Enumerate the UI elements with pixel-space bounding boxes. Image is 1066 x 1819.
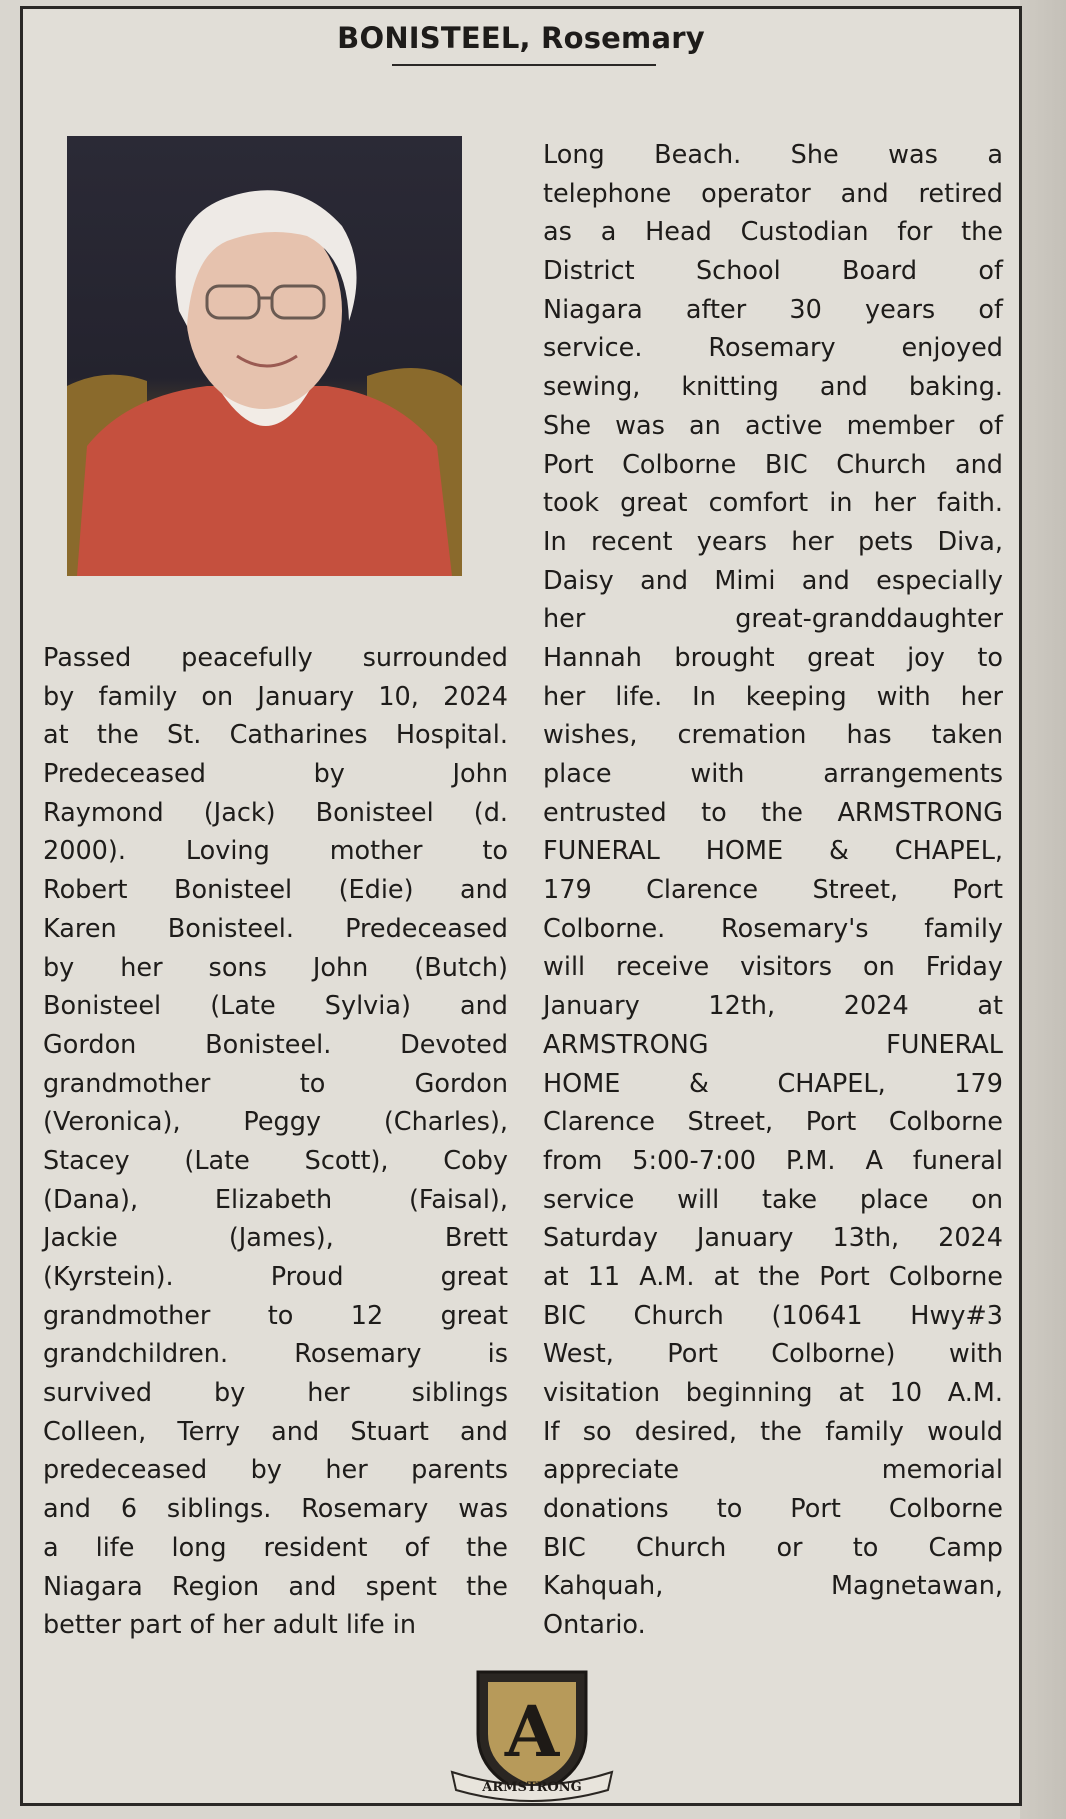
text-line: service. Rosemary enjoyed: [543, 333, 1003, 364]
text-line: District School Board of: [543, 256, 1003, 287]
text-line: Niagara after 30 years of: [543, 294, 1003, 325]
text-line: Kahquah, Magnetawan,: [543, 1571, 1003, 1602]
text-line: Colleen, Terry and Stuart and: [43, 1416, 508, 1447]
text-line: better part of her adult life in: [43, 1610, 417, 1641]
logo-letter: A: [504, 1690, 560, 1773]
text-line: Port Colborne BIC Church and: [543, 449, 1003, 480]
text-line: BIC Church (10641 Hwy#3: [543, 1300, 1003, 1331]
text-line: her life. In keeping with her: [543, 681, 1003, 712]
text-line: at the St. Catharines Hospital.: [43, 720, 508, 751]
text-line: Saturday January 13th, 2024: [543, 1223, 1003, 1254]
text-line: Predeceased by John: [43, 759, 508, 790]
text-line: telephone operator and retired: [543, 178, 1003, 209]
text-line: FUNERAL HOME & CHAPEL,: [543, 836, 1003, 867]
text-line: grandmother to Gordon: [43, 1068, 508, 1099]
text-line: grandchildren. Rosemary is: [43, 1339, 508, 1370]
text-line: her great-granddaughter: [543, 604, 1003, 635]
text-line: Robert Bonisteel (Edie) and: [43, 875, 508, 906]
text-line: She was an active member of: [543, 410, 1003, 441]
text-line: BIC Church or to Camp: [543, 1532, 1003, 1563]
text-line: In recent years her pets Diva,: [543, 526, 1003, 557]
text-line: Ontario.: [543, 1610, 646, 1641]
text-line: Passed peacefully surrounded: [43, 643, 508, 673]
text-line: visitation beginning at 10 A.M.: [543, 1378, 1003, 1408]
text-line: Gordon Bonisteel. Devoted: [43, 1029, 508, 1060]
text-line: (Dana), Elizabeth (Faisal),: [43, 1184, 508, 1215]
text-line: entrusted to the ARMSTRONG: [543, 797, 1003, 828]
text-line: appreciate memorial: [543, 1455, 1003, 1486]
text-line: 179 Clarence Street, Port: [543, 875, 1003, 906]
text-line: (Kyrstein). Proud great: [43, 1262, 508, 1292]
text-line: Clarence Street, Port Colborne: [543, 1107, 1003, 1138]
text-line: place with arrangements: [543, 759, 1003, 789]
obituary-text-left-column: [43, 639, 508, 1645]
logo-banner-text: ARMSTRONG: [482, 1780, 582, 1795]
text-line: Daisy and Mimi and especially: [543, 565, 1003, 596]
text-line: as a Head Custodian for the: [543, 217, 1003, 248]
text-line: will receive visitors on Friday: [543, 952, 1003, 983]
text-line: Raymond (Jack) Bonisteel (d.: [43, 797, 508, 828]
text-line: West, Port Colborne) with: [543, 1339, 1003, 1370]
text-line: Bonisteel (Late Sylvia) and: [43, 991, 508, 1022]
text-line: Niagara Region and spent the: [43, 1571, 508, 1602]
text-line: Long Beach. She was a: [543, 140, 1003, 170]
text-line: wishes, cremation has taken: [543, 720, 1003, 751]
text-line: If so desired, the family would: [543, 1416, 1003, 1447]
text-line: from 5:00-7:00 P.M. A funeral: [543, 1145, 1003, 1176]
text-line: Colborne. Rosemary's family: [543, 913, 1003, 944]
text-line: HOME & CHAPEL, 179: [543, 1068, 1003, 1099]
text-line: Hannah brought great joy to: [543, 642, 1003, 673]
text-line: by family on January 10, 2024: [43, 681, 508, 712]
text-line: Stacey (Late Scott), Coby: [43, 1145, 508, 1176]
armstrong-funeral-home-logo: [448, 1664, 616, 1804]
text-line: took great comfort in her faith.: [543, 488, 1003, 519]
text-line: sewing, knitting and baking.: [543, 372, 1003, 403]
text-line: grandmother to 12 great: [43, 1300, 508, 1331]
text-line: and 6 siblings. Rosemary was: [43, 1494, 508, 1525]
obituary-text-right-column: [543, 136, 1003, 1645]
adjacent-newspaper-column: [1020, 0, 1066, 1819]
text-line: January 12th, 2024 at: [543, 991, 1003, 1022]
text-line: service will take place on: [543, 1184, 1003, 1215]
text-line: survived by her siblings: [43, 1378, 508, 1409]
portrait-photo: [67, 136, 462, 576]
text-line: a life long resident of the: [43, 1532, 508, 1563]
text-line: at 11 A.M. at the Port Colborne: [543, 1261, 1003, 1292]
obituary-notice: [20, 6, 1022, 1806]
text-line: by her sons John (Butch): [43, 952, 508, 983]
text-line: ARMSTRONG FUNERAL: [543, 1029, 1003, 1060]
text-line: Jackie (James), Brett: [43, 1223, 508, 1254]
text-line: Karen Bonisteel. Predeceased: [43, 913, 508, 944]
text-line: 2000). Loving mother to: [43, 836, 508, 867]
text-line: donations to Port Colborne: [543, 1494, 1003, 1525]
obituary-heading: BONISTEEL, Rosemary: [337, 21, 705, 55]
heading-underline: [392, 64, 656, 66]
text-line: (Veronica), Peggy (Charles),: [43, 1107, 508, 1138]
text-line: predeceased by her parents: [43, 1455, 508, 1486]
